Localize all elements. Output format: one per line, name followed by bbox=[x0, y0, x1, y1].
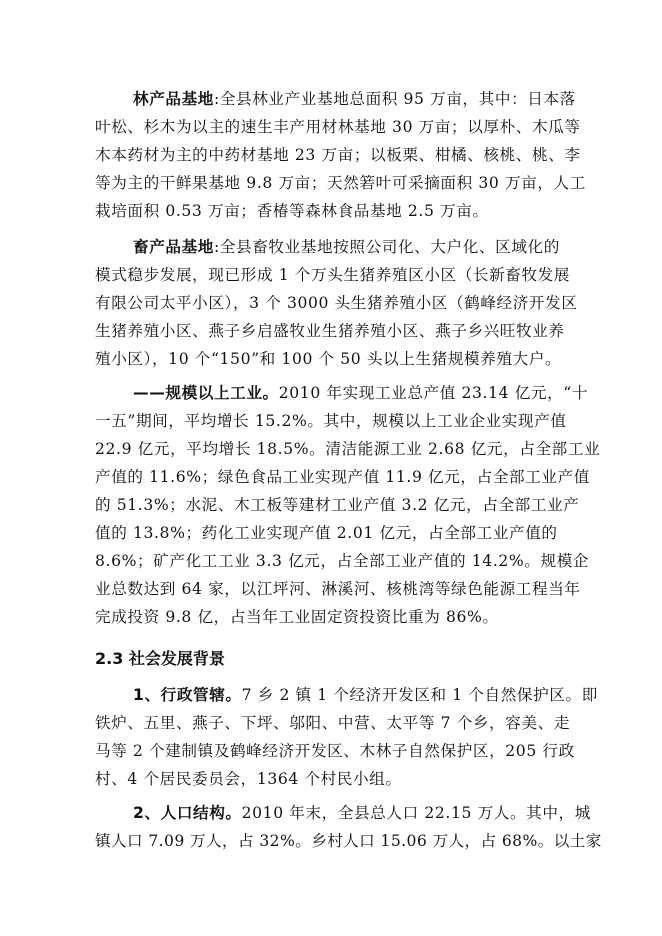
text-run: :全县林业产业基地总面积 95 万亩，其中：日本落 bbox=[213, 90, 576, 108]
paragraph-title: 1、行政管辖。 bbox=[133, 686, 242, 704]
text-run: 7 乡 2 镇 1 个经济开发区和 1 个自然保护区。即 bbox=[241, 686, 598, 704]
text-line: 镇人口 7.09 万人，占 32%。乡村人口 15.06 万人，占 68%。以土家 bbox=[95, 832, 602, 850]
paragraph-title: 2、人口结构。 bbox=[133, 804, 242, 822]
text-line: 等为主的干鲜果基地 9.8 万亩；天然箬叶可采摘面积 30 万亩，人工 bbox=[95, 174, 586, 192]
text-line bbox=[133, 89, 576, 109]
text-line: 一五”期间，平均增长 15.2%。其中，规模以上工业企业实现产值 bbox=[95, 412, 567, 430]
text-line bbox=[133, 685, 598, 705]
paragraph-title: ——规模以上工业。 bbox=[133, 384, 279, 402]
text-line: 木本药材为主的中药材基地 23 万亩；以板栗、柑橘、核桃、桃、李 bbox=[95, 146, 581, 164]
text-line bbox=[133, 237, 560, 257]
text-line: 模式稳步发展，现已形成 1 个万头生猪养殖区小区（长新畜牧发展 bbox=[95, 266, 571, 284]
text-line: 产值的 11.6%；绿色食品工业实现产值 11.9 亿元，占全部工业产值 bbox=[95, 468, 590, 486]
paragraph-title: 林产品基地 bbox=[133, 90, 214, 108]
text-line bbox=[133, 803, 591, 823]
text-line: 铁炉、五里、燕子、下坪、邬阳、中营、太平等 7 个乡，容美、走 bbox=[95, 714, 571, 732]
text-line: 完成投资 9.8 亿，占当年工业固定资投资比重为 86%。 bbox=[95, 608, 499, 626]
text-line: 马等 2 个建制镇及鹤峰经济开发区、木林子自然保护区，205 行政 bbox=[95, 742, 575, 760]
text-line: 叶松、杉木为以主的速生丰产用材林基地 30 万亩；以厚朴、木瓜等 bbox=[95, 118, 581, 136]
text-line: 栽培面积 0.53 万亩；香椿等森林食品基地 2.5 万亩。 bbox=[95, 202, 489, 220]
section-heading: 2.3 社会发展背景 bbox=[95, 649, 225, 668]
text-line: 的 51.3%；水泥、木工板等建材工业产值 3.2 亿元，占全部工业产 bbox=[95, 496, 580, 514]
text-line: 值的 13.8%；药化工业实现产值 2.01 亿元，占全部工业产值的 bbox=[95, 524, 558, 542]
text-line: 村、4 个居民委员会，1364 个村民小组。 bbox=[95, 770, 402, 788]
text-line bbox=[133, 383, 588, 403]
text-run: 2010 年末，全县总人口 22.15 万人。其中，城 bbox=[241, 804, 591, 822]
text-line: 业总数达到 64 家，以江坪河、淋溪河、核桃湾等绿色能源工程当年 bbox=[95, 580, 581, 598]
text-run: 2010 年实现工业总产值 23.14 亿元，“十 bbox=[278, 384, 589, 402]
text-line: 有限公司太平小区），3 个 3000 头生猪养殖小区（鹤峰经济开发区 bbox=[95, 294, 578, 312]
text-line: 22.9 亿元，平均增长 18.5%。清洁能源工业 2.68 亿元，占全部工业 bbox=[95, 440, 601, 458]
text-line: 8.6%；矿产化工工业 3.3 亿元，占全部工业产值的 14.2%。规模企 bbox=[95, 552, 590, 570]
text-run: :全县畜牧业基地按照公司化、大户化、区域化的 bbox=[213, 238, 560, 256]
text-line: 殖小区），10 个“150”和 100 个 50 头以上生猪规模养殖大户。 bbox=[95, 350, 562, 368]
paragraph-title: 畜产品基地 bbox=[133, 238, 214, 256]
text-line: 生猪养殖小区、燕子乡启盛牧业生猪养殖小区、燕子乡兴旺牧业养 bbox=[95, 322, 565, 340]
